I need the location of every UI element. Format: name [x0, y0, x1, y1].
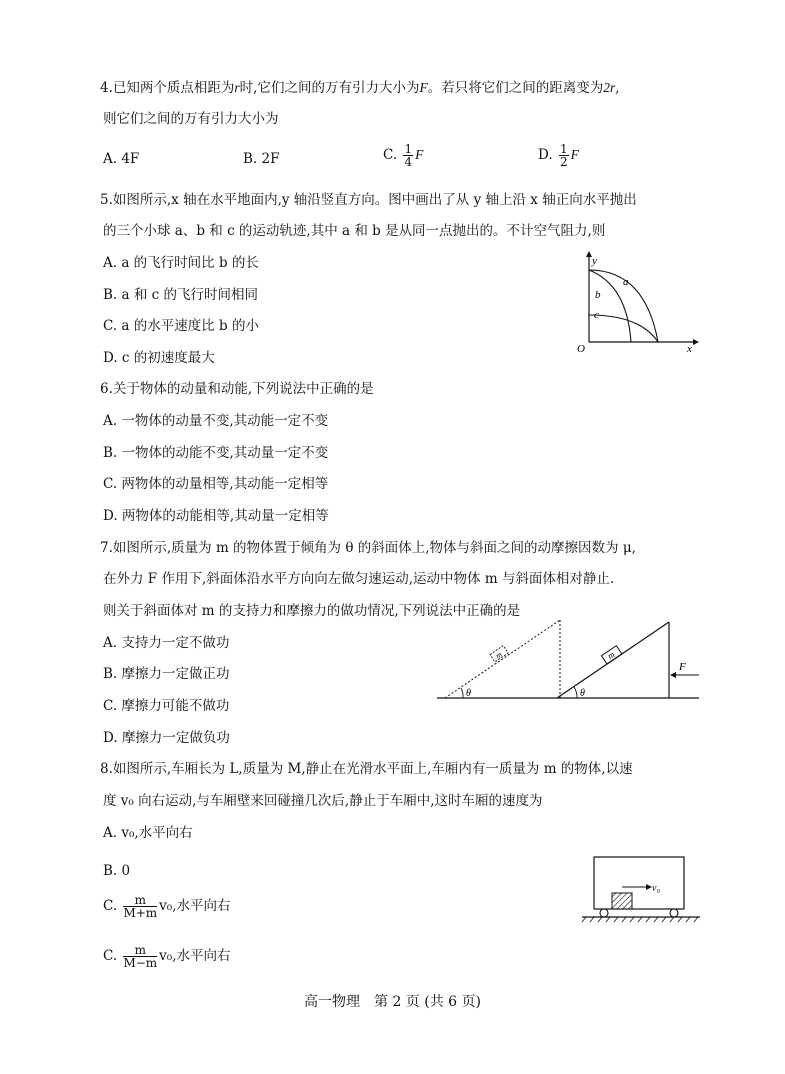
q5-option-c: C. a 的水平速度比 b 的小: [103, 318, 259, 334]
force-label: F: [679, 661, 686, 673]
q5-line2: 的三个小球 a、b 和 c 的运动轨迹,其中 a 和 b 是从同一点抛出的。不计空气阻力,则: [103, 223, 606, 239]
q4-line2: 则它们之间的万有引力大小为: [103, 111, 279, 127]
theta-label-1: θ: [466, 688, 471, 699]
x-axis-label: x: [687, 343, 692, 355]
q6-option-c: C. 两物体的动量相等,其动能一定相等: [103, 476, 329, 492]
q7-line1: 7.如图所示,质量为 m 的物体置于倾角为 θ 的斜面体上,物体与斜面之间的动摩擦因数为 μ,: [100, 540, 636, 556]
q4-line1: 4.已知两个质点相距为r时,它们之间的万有引力大小为F。若只将它们之间的距离变为2r,: [100, 80, 620, 96]
carriage-figure: [580, 855, 705, 925]
q4-option-c: C. $\frac{1}{4}$ F: [383, 142, 424, 169]
q6-option-b: B. 一物体的动能不变,其动量一定不变: [103, 445, 329, 461]
trajectory-figure: [565, 250, 700, 355]
q8-line2: 度 v₀ 向右运动,与车厢壁来回碰撞几次后,静止于车厢中,这时车厢的速度为: [103, 793, 543, 809]
curve-c-label: c: [594, 309, 599, 321]
q8-option-d: C. $\frac{m}{M-m}$ v₀,水平向右: [103, 943, 231, 970]
y-axis-label: y: [592, 255, 597, 267]
q8-line1: 8.如图所示,车厢长为 L,质量为 M,静止在光滑水平面上,车厢内有一质量为 m 的物体,以速: [100, 761, 633, 777]
q7-option-a: A. 支持力一定不做功: [103, 635, 230, 651]
q8-option-b: B. 0: [103, 863, 131, 879]
q6-line1: 6.关于物体的动量和动能,下列说法中正确的是: [100, 381, 374, 397]
q8-option-a: A. v₀,水平向右: [103, 825, 193, 841]
q5-option-b: B. a 和 c 的飞行时间相同: [103, 287, 258, 303]
q7-line3: 则关于斜面体对 m 的支持力和摩擦力的做功情况,下列说法中正确的是: [103, 603, 521, 619]
q7-option-b: B. 摩擦力一定做正功: [103, 666, 230, 682]
curve-b-label: b: [595, 289, 601, 301]
page-footer: 高一物理 第 2 页 (共 6 页): [304, 994, 481, 1010]
q8-option-c: C. $\frac{m}{M+m}$ v₀,水平向右: [103, 893, 231, 920]
incline-figure: [437, 600, 707, 705]
q7-option-d: D. 摩擦力一定做负功: [103, 730, 230, 746]
block-label: m: [605, 649, 617, 662]
q7-line2: 在外力 F 作用下,斜面体沿水平方向向左做匀速运动,运动中物体 m 与斜面体相对静止.: [103, 571, 615, 587]
q6-option-a: A. 一物体的动量不变,其动能一定不变: [103, 413, 329, 429]
q5-option-a: A. a 的飞行时间比 b 的长: [103, 255, 259, 271]
origin-label: O: [577, 343, 585, 355]
q7-option-c: C. 摩擦力可能不做功: [103, 698, 230, 714]
q4-option-d: D. $\frac{1}{2}$ F: [538, 142, 579, 169]
theta-label-2: θ: [580, 688, 585, 699]
q6-option-d: D. 两物体的动能相等,其动量一定相等: [103, 508, 329, 524]
curve-a-label: a: [623, 276, 629, 288]
q5-option-d: D. c 的初速度最大: [103, 350, 215, 366]
velocity-label: v₀: [652, 883, 660, 894]
q4-option-a: A. 4F: [103, 151, 140, 167]
q4-option-b: B. 2F: [243, 151, 280, 167]
dashed-block-label: m: [493, 649, 504, 661]
q5-line1: 5.如图所示,x 轴在水平地面内,y 轴沿竖直方向。图中画出了从 y 轴上沿 x 轴正向水平抛出: [100, 192, 637, 208]
